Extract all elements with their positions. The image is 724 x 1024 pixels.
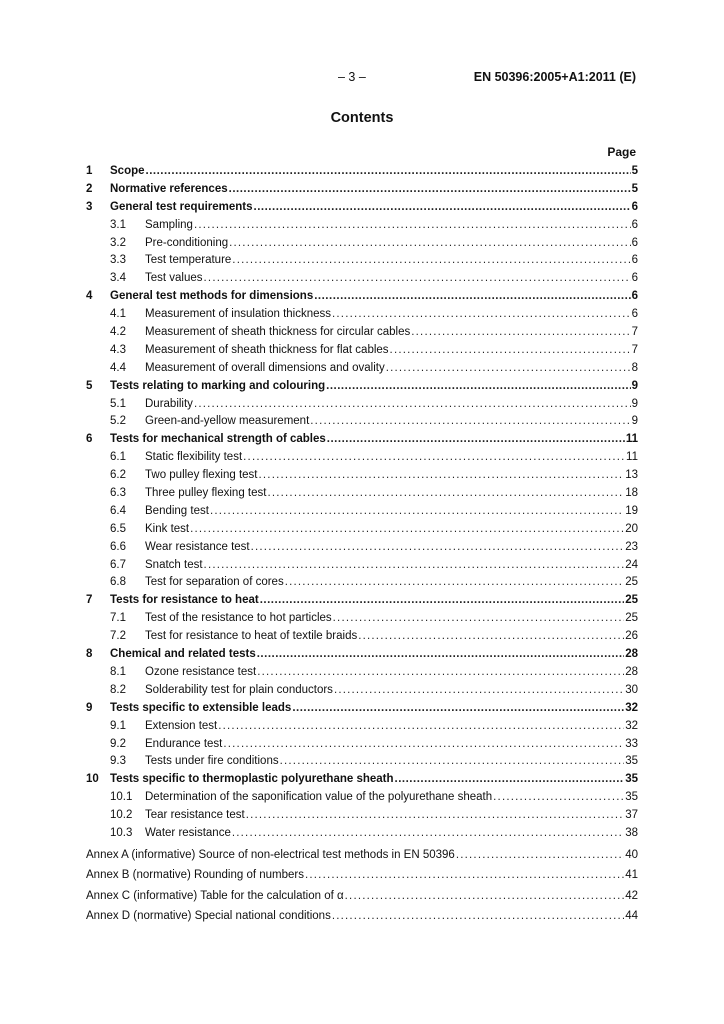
toc-page-number: 38	[625, 826, 638, 839]
toc-entry-text: Sampling	[145, 218, 193, 231]
toc-leader-dots	[390, 344, 631, 356]
toc-entry-number: 8.1	[110, 665, 126, 678]
toc-entry-number: 4.3	[110, 343, 126, 356]
toc-page-number: 24	[625, 558, 638, 571]
toc-entry-text: Snatch test	[145, 558, 203, 571]
toc-leader-dots	[223, 738, 624, 750]
toc-row[interactable]	[86, 165, 638, 183]
table-of-contents	[86, 165, 638, 931]
toc-leader-dots	[326, 380, 630, 392]
toc-leader-dots	[194, 398, 631, 410]
toc-page-number: 6	[631, 236, 638, 249]
toc-entry-number: 6.1	[110, 451, 126, 464]
toc-row[interactable]	[86, 308, 638, 326]
toc-entry-text: Measurement of insulation thickness	[145, 308, 332, 321]
toc-entry-text: Test temperature	[145, 254, 232, 267]
toc-row[interactable]	[86, 272, 638, 290]
toc-leader-dots	[314, 290, 630, 302]
toc-leader-dots	[332, 308, 631, 320]
toc-entry-text: Durability	[145, 397, 193, 410]
toc-row[interactable]	[86, 541, 638, 559]
toc-row[interactable]	[86, 433, 638, 451]
toc-page-number: 11	[625, 433, 638, 446]
toc-entry-text: Water resistance	[145, 826, 231, 839]
page-title: Contents	[330, 110, 394, 126]
toc-entry-text: Kink test	[145, 522, 190, 535]
toc-page-number: 9	[631, 397, 638, 410]
toc-entry-number: 4.4	[110, 361, 126, 374]
toc-entry-number: 9.1	[110, 719, 126, 732]
toc-leader-dots	[285, 576, 624, 588]
toc-row[interactable]	[86, 630, 638, 648]
toc-leader-dots	[190, 523, 624, 535]
toc-entry-text: Measurement of overall dimensions and ovality	[145, 361, 385, 374]
toc-row[interactable]	[86, 219, 638, 237]
toc-entry-text: General test requirements	[110, 200, 253, 213]
toc-entry-number: 4	[86, 290, 93, 303]
toc-entry-number: 9.2	[110, 737, 126, 750]
toc-row[interactable]	[86, 791, 638, 809]
toc-leader-dots	[257, 648, 624, 660]
toc-row[interactable]	[86, 362, 638, 380]
toc-entry-text: Extension test	[145, 719, 218, 732]
toc-entry-number: 6.5	[110, 522, 126, 535]
toc-page-number: 5	[631, 165, 638, 177]
toc-entry-text: Scope	[110, 165, 145, 177]
toc-page-number: 6	[631, 308, 638, 321]
toc-page-number: 6	[631, 254, 638, 267]
page-header	[0, 70, 724, 90]
toc-leader-dots	[218, 720, 624, 732]
toc-leader-dots	[229, 183, 631, 195]
toc-entry-number: 3.3	[110, 254, 126, 267]
toc-page-number: 13	[625, 469, 638, 482]
toc-page-number: 40	[625, 848, 638, 861]
toc-entry-number: 6.7	[110, 558, 126, 571]
toc-entry-number: 5.1	[110, 397, 126, 410]
toc-leader-dots	[210, 505, 624, 517]
toc-page-number: 19	[625, 504, 638, 517]
toc-page-number: 18	[625, 487, 638, 500]
toc-entry-number: 6.8	[110, 576, 126, 589]
toc-annex-row[interactable]	[86, 890, 638, 911]
toc-leader-dots	[229, 237, 630, 249]
toc-row[interactable]	[86, 237, 638, 255]
toc-page-number: 37	[625, 809, 638, 822]
toc-entry-number: 5	[86, 379, 93, 392]
toc-page-number: 28	[625, 648, 638, 661]
toc-annex-row[interactable]	[86, 849, 638, 870]
toc-page-number: 41	[625, 869, 638, 882]
toc-entry-text: Determination of the saponification value of the polyurethane sheath	[145, 791, 493, 804]
toc-row[interactable]	[86, 827, 638, 845]
toc-entry-text: Static flexibility test	[145, 451, 243, 464]
toc-entry-text: Measurement of sheath thickness for flat cables	[145, 343, 389, 356]
toc-page-number: 30	[625, 683, 638, 696]
toc-leader-dots	[358, 630, 624, 642]
toc-row[interactable]	[86, 290, 638, 308]
toc-entry-number: 6.4	[110, 504, 126, 517]
toc-entry-text: Tear resistance test	[145, 809, 245, 822]
toc-row[interactable]	[86, 415, 638, 433]
toc-leader-dots	[260, 594, 625, 606]
toc-leader-dots	[395, 773, 625, 785]
toc-row[interactable]	[86, 576, 638, 594]
toc-entry-number: 4.1	[110, 308, 126, 321]
toc-entry-number: 3	[86, 200, 93, 213]
toc-page-number: 6	[631, 200, 638, 213]
toc-entry-number: 1	[86, 165, 93, 177]
toc-annex-row[interactable]	[86, 869, 638, 890]
toc-leader-dots	[232, 827, 624, 839]
toc-page-number: 7	[631, 343, 638, 356]
toc-row[interactable]	[86, 720, 638, 738]
toc-entry-number: 9	[86, 701, 93, 714]
toc-leader-dots	[146, 165, 631, 177]
toc-entry-number: 8.2	[110, 683, 126, 696]
toc-annex-row[interactable]	[86, 910, 638, 931]
toc-entry-text: Test for resistance to heat of textile braids	[145, 630, 358, 643]
toc-row[interactable]	[86, 755, 638, 773]
toc-entry-text: Tests under fire conditions	[145, 755, 279, 768]
toc-entries	[86, 165, 638, 845]
toc-page-number: 28	[625, 665, 638, 678]
toc-page-number: 8	[631, 361, 638, 374]
toc-page-number: 23	[625, 540, 638, 553]
toc-page-number: 25	[625, 576, 638, 589]
toc-leader-dots	[194, 219, 631, 231]
toc-row[interactable]	[86, 451, 638, 469]
toc-entry-text: Endurance test	[145, 737, 223, 750]
toc-entry-number: 3.4	[110, 272, 126, 285]
page-number: – 3 –	[338, 70, 366, 84]
toc-row[interactable]	[86, 809, 638, 827]
toc-row[interactable]	[86, 201, 638, 219]
toc-leader-dots	[257, 666, 624, 678]
toc-entry-text: Three pulley flexing test	[145, 487, 267, 500]
toc-row[interactable]	[86, 773, 638, 791]
toc-entry-number: 9.3	[110, 755, 126, 768]
toc-page-number: 25	[625, 612, 638, 625]
toc-leader-dots	[411, 326, 630, 338]
toc-row[interactable]	[86, 487, 638, 505]
toc-entry-text: Bending test	[145, 504, 209, 517]
toc-entry-number: 5.2	[110, 415, 126, 428]
toc-page-number: 9	[631, 379, 638, 392]
toc-row[interactable]	[86, 326, 638, 344]
toc-page-number: 35	[625, 755, 638, 768]
toc-entry-text: Tests relating to marking and colouring	[110, 379, 326, 392]
toc-entry-text: Test values	[145, 272, 203, 285]
toc-leader-dots	[332, 910, 624, 922]
document-id: EN 50396:2005+A1:2011 (E)	[473, 70, 636, 84]
toc-page-number: 35	[625, 773, 638, 786]
toc-entry-number: 7	[86, 594, 93, 607]
toc-leader-dots	[334, 684, 624, 696]
toc-entry-text: Wear resistance test	[145, 540, 250, 553]
toc-leader-dots	[327, 433, 625, 445]
toc-entry-number: 10.2	[110, 809, 133, 822]
toc-entry-number: 7.2	[110, 630, 126, 643]
toc-leader-dots	[251, 541, 625, 553]
toc-entry-number: 7.1	[110, 612, 126, 625]
toc-leader-dots	[292, 702, 624, 714]
toc-annexes	[86, 849, 638, 931]
toc-leader-dots	[386, 362, 631, 374]
toc-page-number: 20	[625, 522, 638, 535]
toc-page-number: 9	[631, 415, 638, 428]
toc-entry-text: Pre-conditioning	[145, 236, 229, 249]
toc-entry-number: 6.6	[110, 540, 126, 553]
toc-row[interactable]	[86, 380, 638, 398]
toc-row[interactable]	[86, 344, 638, 362]
toc-page-number: 35	[625, 791, 638, 804]
toc-leader-dots	[305, 869, 624, 881]
toc-page-number: 44	[625, 910, 638, 923]
toc-entry-number: 10.3	[110, 826, 133, 839]
toc-entry-number: 6.3	[110, 487, 126, 500]
toc-row[interactable]	[86, 648, 638, 666]
toc-leader-dots	[246, 809, 624, 821]
toc-row[interactable]	[86, 612, 638, 630]
toc-leader-dots	[333, 612, 625, 624]
toc-row[interactable]	[86, 684, 638, 702]
toc-annex-text: Annex D (normative) Special national conditions	[86, 910, 331, 923]
toc-leader-dots	[232, 254, 630, 266]
toc-row[interactable]	[86, 469, 638, 487]
toc-entry-text: Tests for mechanical strength of cables	[110, 433, 326, 446]
toc-page-number: 11	[626, 451, 638, 464]
toc-page-number: 5	[631, 182, 638, 195]
toc-entry-text: Two pulley flexing test	[145, 469, 258, 482]
toc-entry-text: Measurement of sheath thickness for circular cables	[145, 326, 411, 339]
toc-leader-dots	[310, 415, 630, 427]
toc-entry-text: Green-and-yellow measurement	[145, 415, 310, 428]
toc-leader-dots	[493, 791, 624, 803]
toc-entry-number: 3.1	[110, 218, 126, 231]
toc-row[interactable]	[86, 559, 638, 577]
toc-page-number: 32	[625, 701, 638, 714]
toc-row[interactable]	[86, 738, 638, 756]
toc-entry-text: Solderability test for plain conductors	[145, 683, 333, 696]
toc-entry-number: 8	[86, 648, 93, 661]
toc-leader-dots	[243, 451, 625, 463]
toc-row[interactable]	[86, 398, 638, 416]
toc-entry-number: 10	[86, 773, 99, 786]
toc-row[interactable]	[86, 666, 638, 684]
toc-entry-number: 4.2	[110, 326, 126, 339]
toc-page-number: 6	[631, 218, 638, 231]
toc-leader-dots	[456, 849, 624, 861]
toc-entry-text: Test for separation of cores	[145, 576, 284, 589]
toc-page-number: 6	[631, 272, 638, 285]
toc-row[interactable]	[86, 523, 638, 541]
toc-page-number: 26	[625, 630, 638, 643]
toc-entry-number: 6.2	[110, 469, 126, 482]
toc-row[interactable]	[86, 183, 638, 201]
toc-entry-text: Tests for resistance to heat	[110, 594, 259, 607]
toc-leader-dots	[204, 272, 631, 284]
toc-entry-number: 3.2	[110, 236, 126, 249]
toc-annex-text: Annex B (normative) Rounding of numbers	[86, 869, 304, 882]
toc-page-number: 25	[625, 594, 638, 607]
toc-entry-text: Normative references	[110, 182, 228, 195]
toc-entry-number: 2	[86, 182, 93, 195]
toc-annex-text: Annex A (informative) Source of non-electrical test methods in EN 50396	[86, 848, 455, 861]
toc-entry-text: Tests specific to extensible leads	[110, 701, 292, 714]
page-column-label: Page	[607, 145, 636, 159]
toc-page-number: 7	[631, 326, 638, 339]
toc-leader-dots	[267, 487, 624, 499]
toc-entry-text: Ozone resistance test	[145, 665, 257, 678]
toc-entry-text: Tests specific to thermoplastic polyurethane sheath	[110, 773, 394, 786]
toc-leader-dots	[280, 755, 625, 767]
toc-row[interactable]	[86, 254, 638, 272]
toc-entry-text: Test of the resistance to hot particles	[145, 612, 332, 625]
toc-annex-text: Annex C (informative) Table for the calculation of α	[86, 889, 344, 902]
toc-entry-text: General test methods for dimensions	[110, 290, 314, 303]
toc-leader-dots	[259, 469, 625, 481]
toc-page-number: 32	[625, 719, 638, 732]
toc-entry-text: Chemical and related tests	[110, 648, 256, 661]
toc-row[interactable]	[86, 505, 638, 523]
toc-leader-dots	[204, 559, 625, 571]
toc-page-number: 42	[625, 889, 638, 902]
toc-row[interactable]	[86, 702, 638, 720]
toc-leader-dots	[254, 201, 631, 213]
toc-row[interactable]	[86, 594, 638, 612]
toc-page-number: 33	[625, 737, 638, 750]
toc-leader-dots	[345, 890, 625, 902]
toc-page-number: 6	[631, 290, 638, 303]
toc-entry-number: 6	[86, 433, 93, 446]
toc-entry-number: 10.1	[110, 791, 133, 804]
